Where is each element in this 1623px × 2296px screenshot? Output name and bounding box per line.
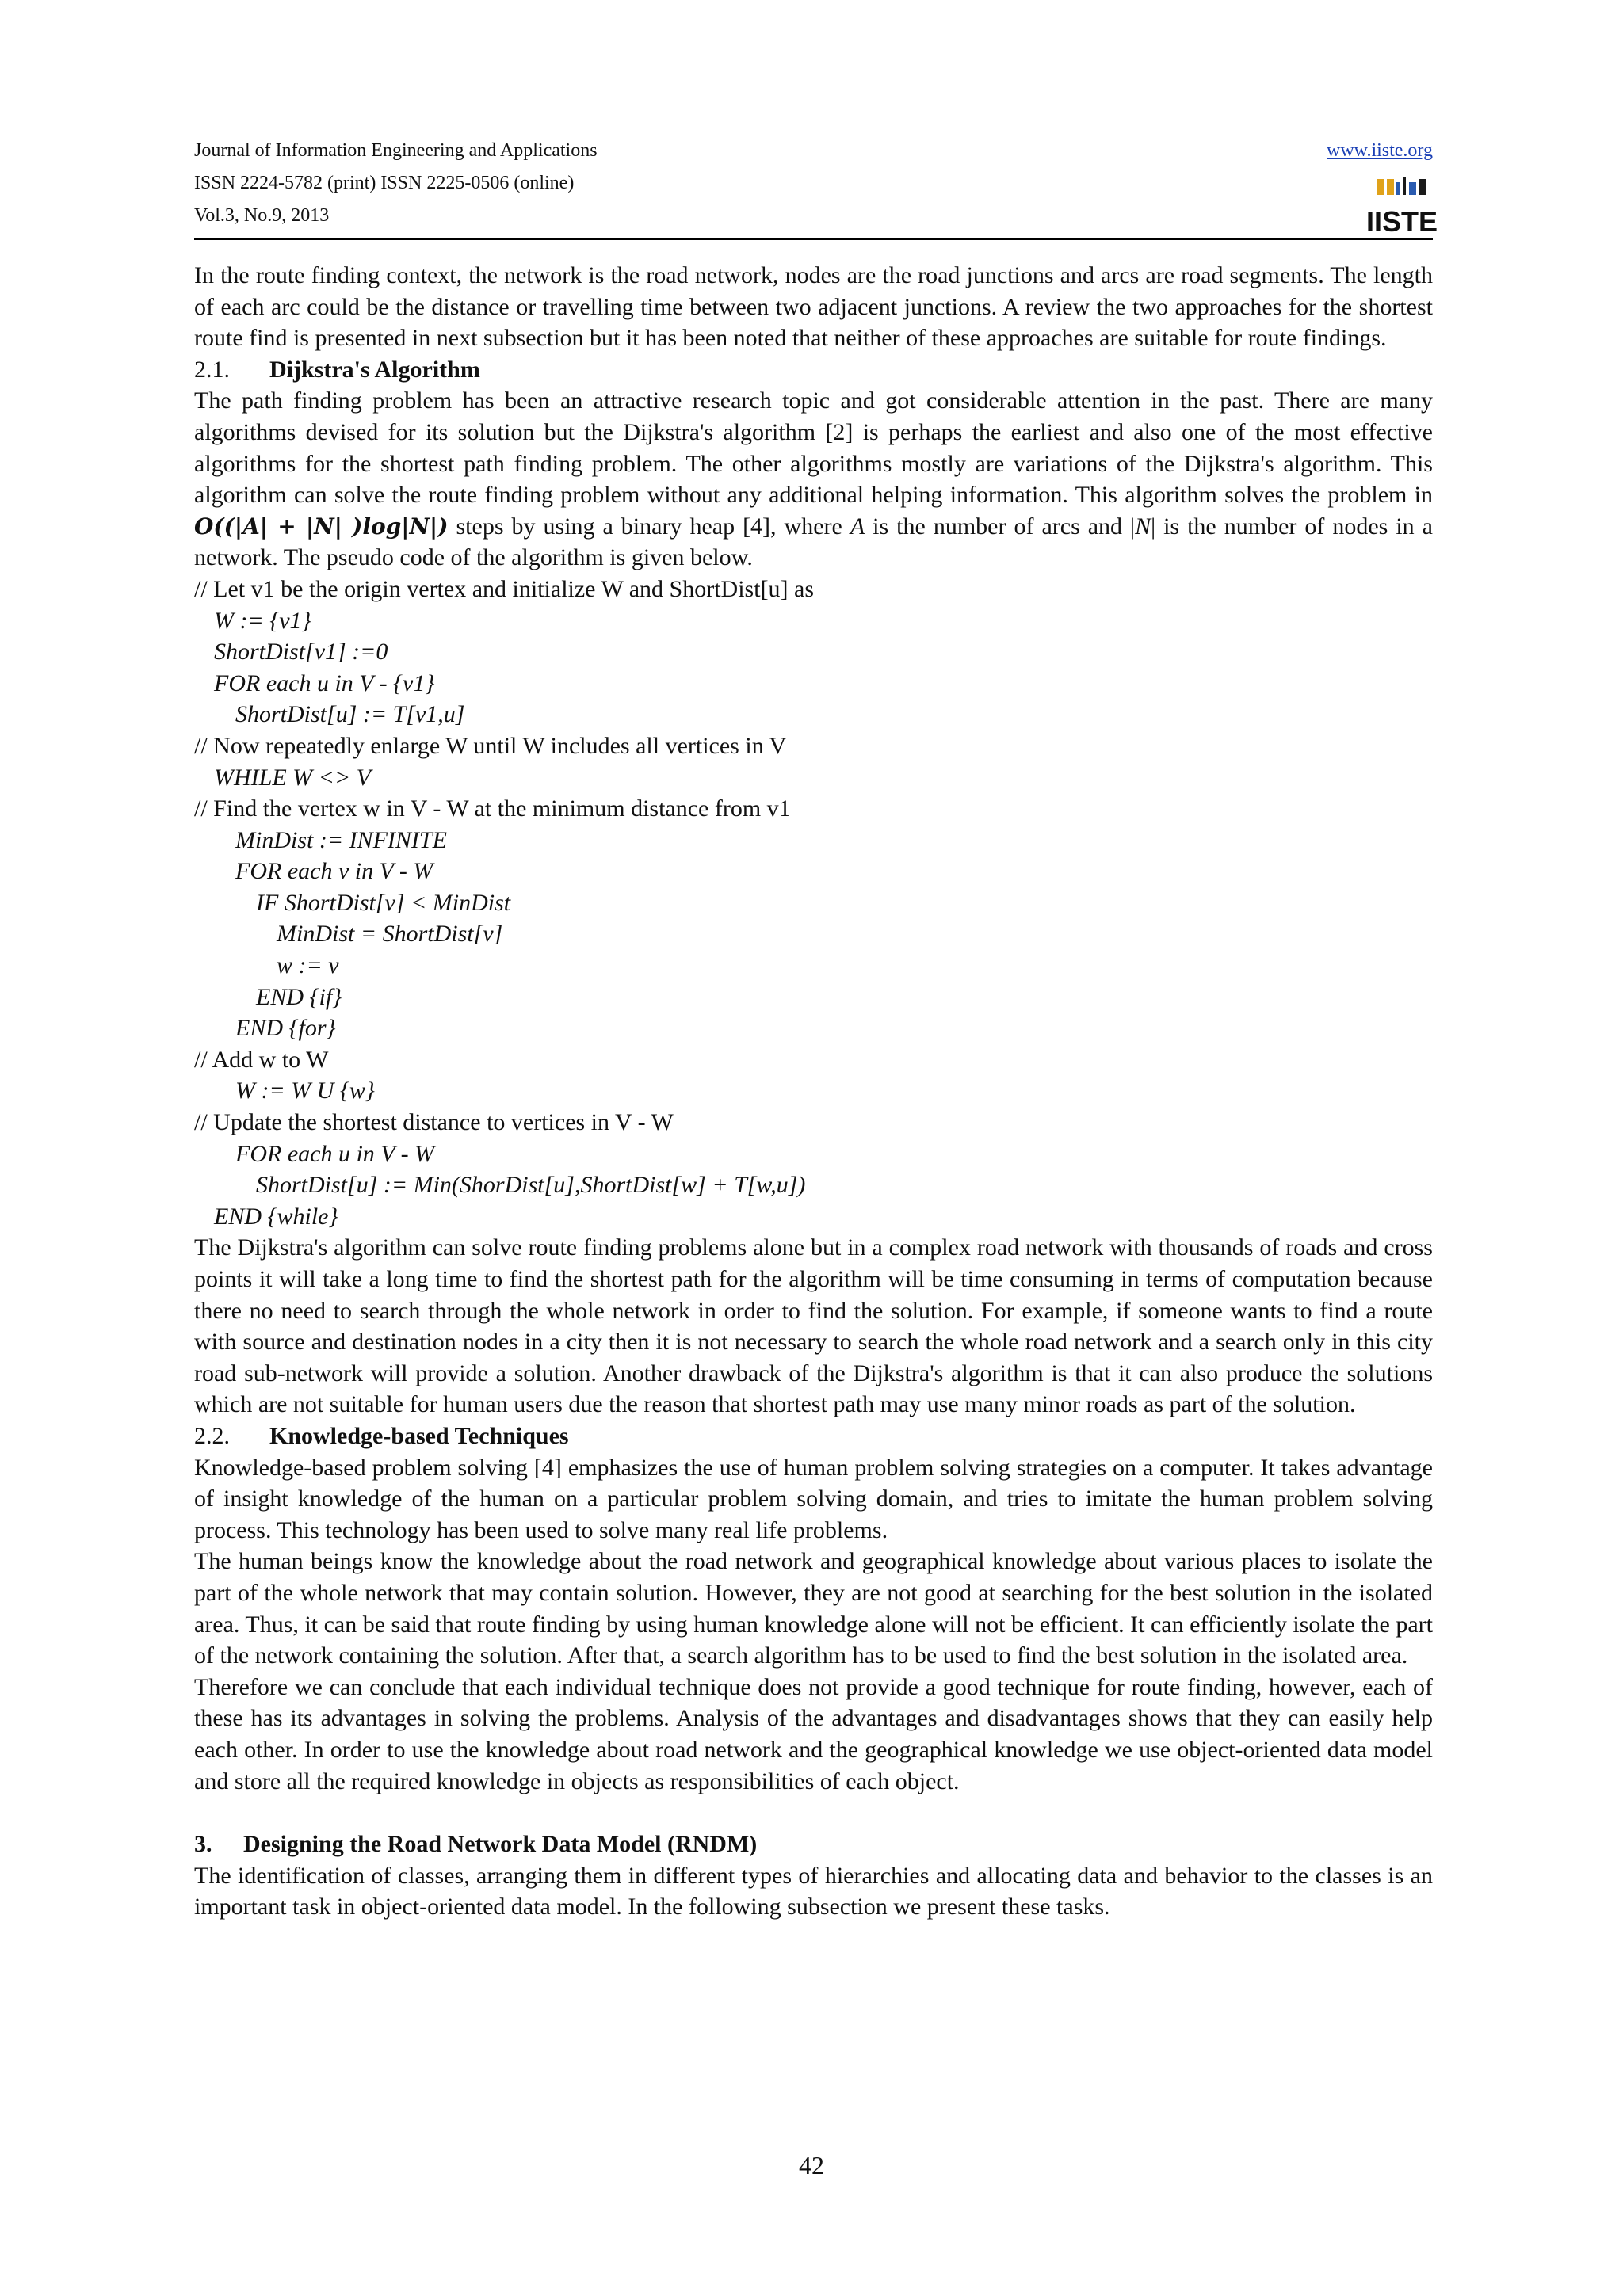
text-run: | is the number of nodes in a network. The pseudo code of the algorithm is given below. bbox=[194, 513, 1433, 571]
article-body bbox=[194, 260, 1433, 1923]
section-title: Knowledge-based Techniques bbox=[269, 1422, 569, 1449]
section-title: Dijkstra's Algorithm bbox=[269, 356, 480, 383]
code-line: FOR each v in V - W bbox=[235, 858, 433, 885]
section-number: 2.2. bbox=[194, 1422, 230, 1449]
code-line: IF ShortDist[v] < MinDist bbox=[256, 889, 511, 916]
section-number: 3. bbox=[194, 1831, 212, 1858]
code-line: FOR each u in V - W bbox=[235, 1140, 435, 1167]
code-comment: // Let v1 be the origin vertex and initialize W and ShortDist[u] as bbox=[194, 575, 815, 602]
code-line: END {while} bbox=[214, 1203, 338, 1230]
code-comment: // Add w to W bbox=[194, 1046, 329, 1073]
knowledge-paragraph-2: The human beings know the knowledge about the road network and geographical knowledge about various places to isolate the part of the whole network that may contain solution. However, they are not good at searching for the best solution in the isolated area. Thus, it can be said that route finding by using human knowledge alone will not be efficient. It can efficiently isolate the part of the network containing the solution. After that, a search algorithm has to be used to find the best solution in the isolated area. bbox=[194, 1548, 1433, 1669]
code-line: END {for} bbox=[235, 1015, 336, 1042]
knowledge-paragraph-3: Therefore we can conclude that each individual technique does not provide a good technique for route finding, however, each of these has its advantages in solving the problems. Analysis of the advantages and disadvantages shows that they can easily help each other. In order to use the knowledge about road network and the geographical knowledge we use object-oriented data model and store all the required knowledge in objects as responsibilities of each object. bbox=[194, 1673, 1433, 1794]
code-line: END {if} bbox=[256, 983, 342, 1010]
variable-n: N bbox=[1135, 513, 1151, 540]
variable-a: A bbox=[850, 513, 865, 540]
code-line: w := v bbox=[277, 952, 339, 979]
pseudo-code-block bbox=[194, 574, 1433, 1232]
code-line: FOR each u in V - {v1} bbox=[214, 669, 435, 696]
iiste-logo bbox=[1365, 174, 1438, 238]
code-comment: // Find the vertex w in V - W at the minimum distance from v1 bbox=[194, 795, 791, 822]
section-title: Designing the Road Network Data Model (RNDM) bbox=[243, 1831, 758, 1858]
intro-paragraph: In the route finding context, the network is the road network, nodes are the road junctions and arcs are road segments. The length of each arc could be the distance or travelling time between two adjacent junctions. A review the two approaches for the shortest route find is presented in next subsection but it has been noted that neither of these approaches are suitable for route findings. bbox=[194, 262, 1433, 352]
journal-link[interactable]: www.iiste.org bbox=[1327, 140, 1433, 161]
code-line: ShortDist[u] := Min(ShorDist[u],ShortDist[w] + T[w,u]) bbox=[256, 1172, 806, 1199]
knowledge-paragraph-1: Knowledge-based problem solving [4] emphasizes the use of human problem solving strategies on a computer. It takes advantage of insight knowledge of the human on a particular problem solving domain, and tries to imitate the human problem solving process. This technology has been used to solve many real life problems. bbox=[194, 1454, 1433, 1543]
text-run: is the number of arcs and | bbox=[865, 513, 1136, 540]
code-line: MinDist := INFINITE bbox=[235, 826, 447, 853]
text-run: steps by using a binary heap [4], where bbox=[448, 513, 850, 540]
page-number: 42 bbox=[799, 2151, 824, 2180]
code-comment: // Now repeatedly enlarge W until W includes all vertices in V bbox=[194, 732, 787, 759]
code-comment: // Update the shortest distance to vertices in V - W bbox=[194, 1109, 674, 1136]
dijkstra-paragraph-2: The Dijkstra's algorithm can solve route finding problems alone but in a complex road network with thousands of roads and cross points it will take a long time to find the shortest path for the algorithm will be time consuming in terms of computation because there no need to search through the whole network in order to find the solution. For example, if someone wants to find a route with source and destination nodes in a city then it is not necessary to search the whole road network and a search only in this city road sub-network will provide a solution. Another drawback of the Dijkstra's algorithm is that it can also produce the solutions which are not suitable for human users due the reason that shortest path may use many minor roads as part of the solution. bbox=[194, 1234, 1433, 1418]
code-line: MinDist = ShortDist[v] bbox=[277, 921, 503, 948]
page-header bbox=[194, 135, 1438, 238]
rndm-paragraph: The identification of classes, arranging them in different types of hierarchies and allocating data and behavior to the classes is an important task in object-oriented data model. In the following subsection we present these tasks. bbox=[194, 1862, 1433, 1920]
journal-name: Journal of Information Engineering and Applications bbox=[194, 140, 598, 161]
code-line: WHILE W <> V bbox=[214, 764, 371, 791]
volume-line: Vol.3, No.9, 2013 bbox=[194, 205, 330, 226]
code-line: ShortDist[v1] :=0 bbox=[214, 639, 388, 666]
issn-line: ISSN 2224-5782 (print) ISSN 2225-0506 (online) bbox=[194, 173, 575, 193]
code-line: ShortDist[u] := T[v1,u] bbox=[235, 701, 465, 728]
section-2-1-heading bbox=[194, 354, 1433, 386]
code-line: W := W U {w} bbox=[235, 1077, 375, 1104]
header-rule bbox=[194, 238, 1433, 240]
svg-text:IISTE: IISTE bbox=[1365, 205, 1438, 238]
complexity-formula: O((|A| + |N| )log|N|) bbox=[194, 513, 449, 540]
section-number: 2.1. bbox=[194, 356, 230, 383]
text-run: The path finding problem has been an attractive research topic and got considerable attention in the past. There are many algorithms devised for its solution but the Dijkstra's algorithm [2] is perhaps the earliest and also one of the most effective algorithms for the shortest path finding problem. The other algorithms mostly are variations of the Dijkstra's algorithm. This algorithm can solve the route finding problem without any additional helping information. This algorithm solves the problem in bbox=[194, 387, 1433, 509]
section-2-2-heading bbox=[194, 1421, 1433, 1452]
code-line: W := {v1} bbox=[214, 607, 311, 634]
dijkstra-paragraph-1 bbox=[194, 385, 1433, 574]
section-3-heading bbox=[194, 1829, 1433, 1860]
